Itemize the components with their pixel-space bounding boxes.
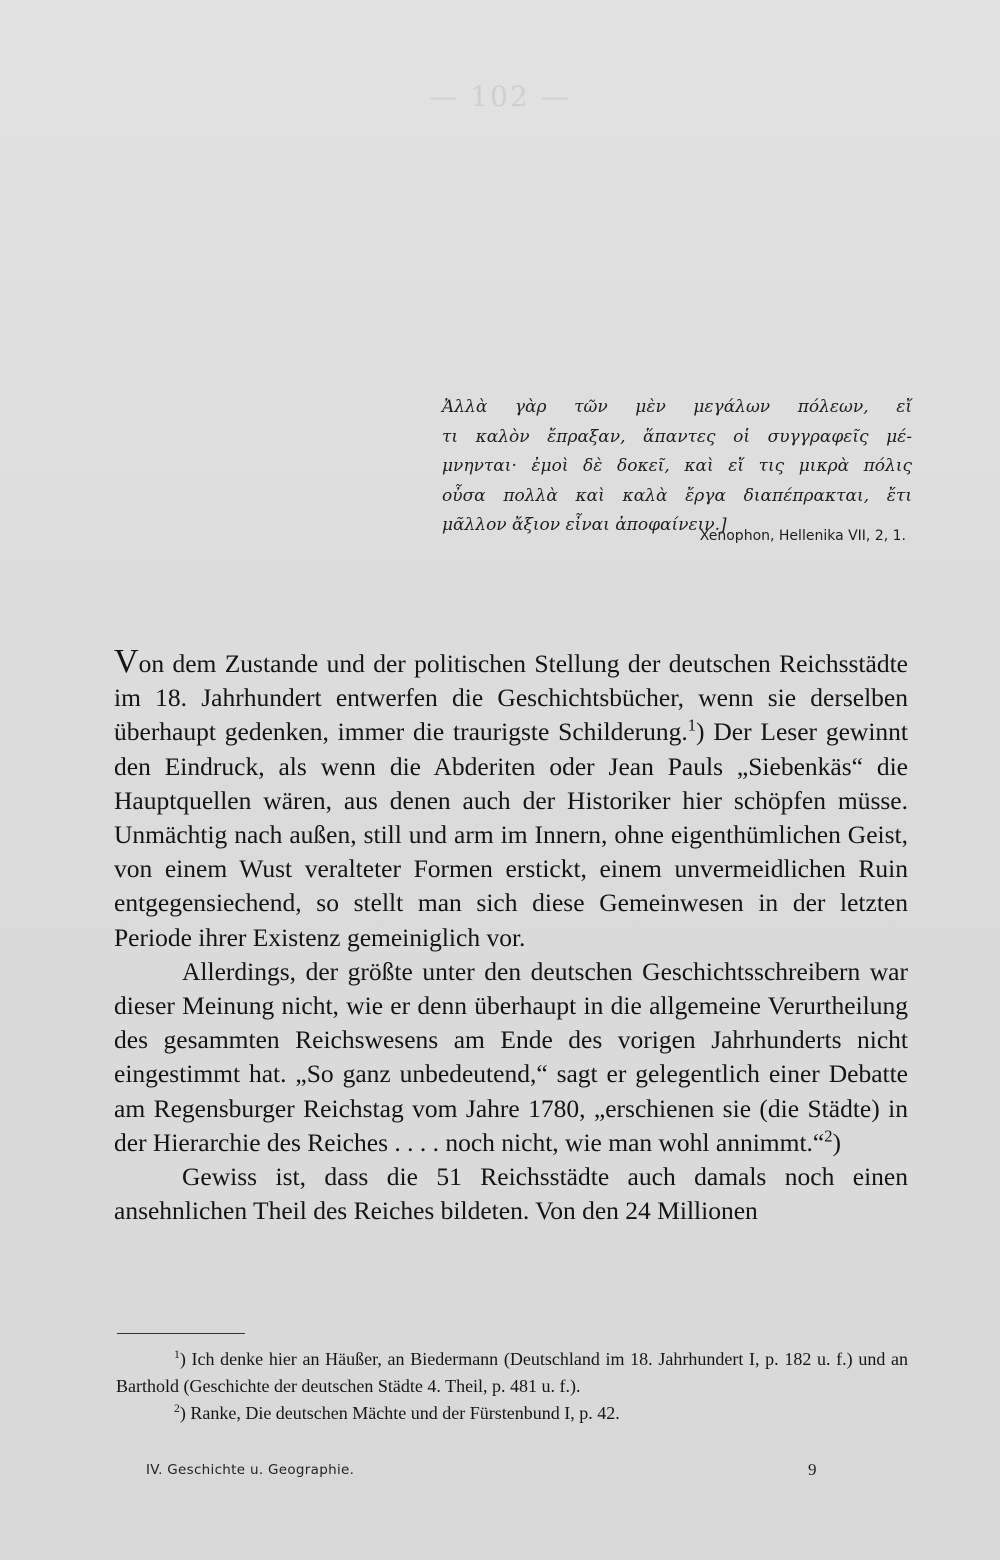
motto-source: Xenophon, Hellenika VII, 2, 1. [699,528,906,544]
motto-line: μνηνται· ἐμοὶ δὲ δοκεῖ, καὶ εἴ τις μικρὰ πόλις [442,456,912,476]
sheet-number: 9 [808,1460,817,1479]
paragraph-1-text: on dem Zustande und der politischen Stellung der deutschen Reichsstädte im 18. Jahrhundert entwerfen die Geschichtsbücher, wenn sie derselben überhaupt gedenken, immer die traurigste Schilderung. [114,649,908,747]
footnote-2-text: ) Ranke, Die deutschen Mächte und der Fürstenbund I, p. 42. [179,1403,620,1423]
main-text [114,645,908,1228]
initial-letter: V [114,643,139,680]
paragraph-1-continued: ) Der Leser gewinnt den Eindruck, als wenn die Abderiten oder Jean Pauls „Siebenkäs“ die Hauptquellen wären, aus denen auch der Historiker hier schöpfen müsse. Unmächtig nach außen, still und arm im Innern, ohne eigenthümlichen Geist, von einem Wust veralteter Formen erstickt, einem unvermeidlichen Ruin entgegensiechend, so stellt man sich diese Gemeinwesen in der letzten Periode ihrer Existenz gemeiniglich vor. [114,717,908,952]
paragraph-1 [114,645,908,955]
footnotes [116,1346,908,1427]
paragraph-3 [114,1160,908,1228]
footnote-ref-2: 2 [824,1126,833,1146]
printer-signature: IV. Geschichte u. Geographie. [146,1462,355,1478]
footnote-mark-2: 2 [174,1402,180,1415]
greek-motto [442,393,912,541]
paragraph-2 [114,955,908,1160]
motto-line: οὖσα πολλὰ καὶ καλὰ ἔργα διαπέπρακται, ἔτι [442,485,912,506]
footnote-mark-1: 1 [174,1348,180,1361]
paragraph-3-text: Gewiss ist, dass die 51 Reichsstädte auch damals noch einen ansehnlichen Theil des Reiches bildeten. Von den 24 Millionen [114,1162,908,1226]
motto-line: μᾶλλον ἄξιον εἶναι ἀποφαίνειν.] [442,515,727,535]
motto-line: Ἀλλὰ γὰρ τῶν μὲν μεγάλων πόλεων, εἴ [442,397,912,417]
footnote-1 [116,1346,908,1400]
footnote-divider [117,1333,245,1334]
motto-line: τι καλὸν ἔπραξαν, ἅπαντες οἱ συγγραφεῖς μέ- [442,426,912,447]
page-number-bleedthrough: — 102 — [429,80,571,113]
footnote-2 [116,1400,908,1427]
footnote-ref-1: 1 [687,715,697,735]
paragraph-2-close: ) [832,1127,842,1157]
paragraph-2-text: Allerdings, der größte unter den deutschen Geschichtsschreibern war dieser Meinung nicht, wie er denn überhaupt in die allgemeine Verurtheilung des gesammten Reichswesens am Ende des vorigen Jahrhunderts nicht eingestimmt hat. „So ganz unbedeutend,“ sagt er gelegentlich einer Debatte am Regensburger Reichstag vom Jahre 1780, „erschienen sie (die Städte) in der Hierarchie des Reiches . . . . noch nicht, wie man wohl annimmt.“ [114,956,908,1157]
footnote-1-text: ) Ich denke hier an Häußer, an Biedermann (Deutschland im 18. Jahrhundert I, p. 182 u. f.) und an Barthold (Geschichte der deutschen Städte 4. Theil, p. 481 u. f.). [116,1349,908,1396]
